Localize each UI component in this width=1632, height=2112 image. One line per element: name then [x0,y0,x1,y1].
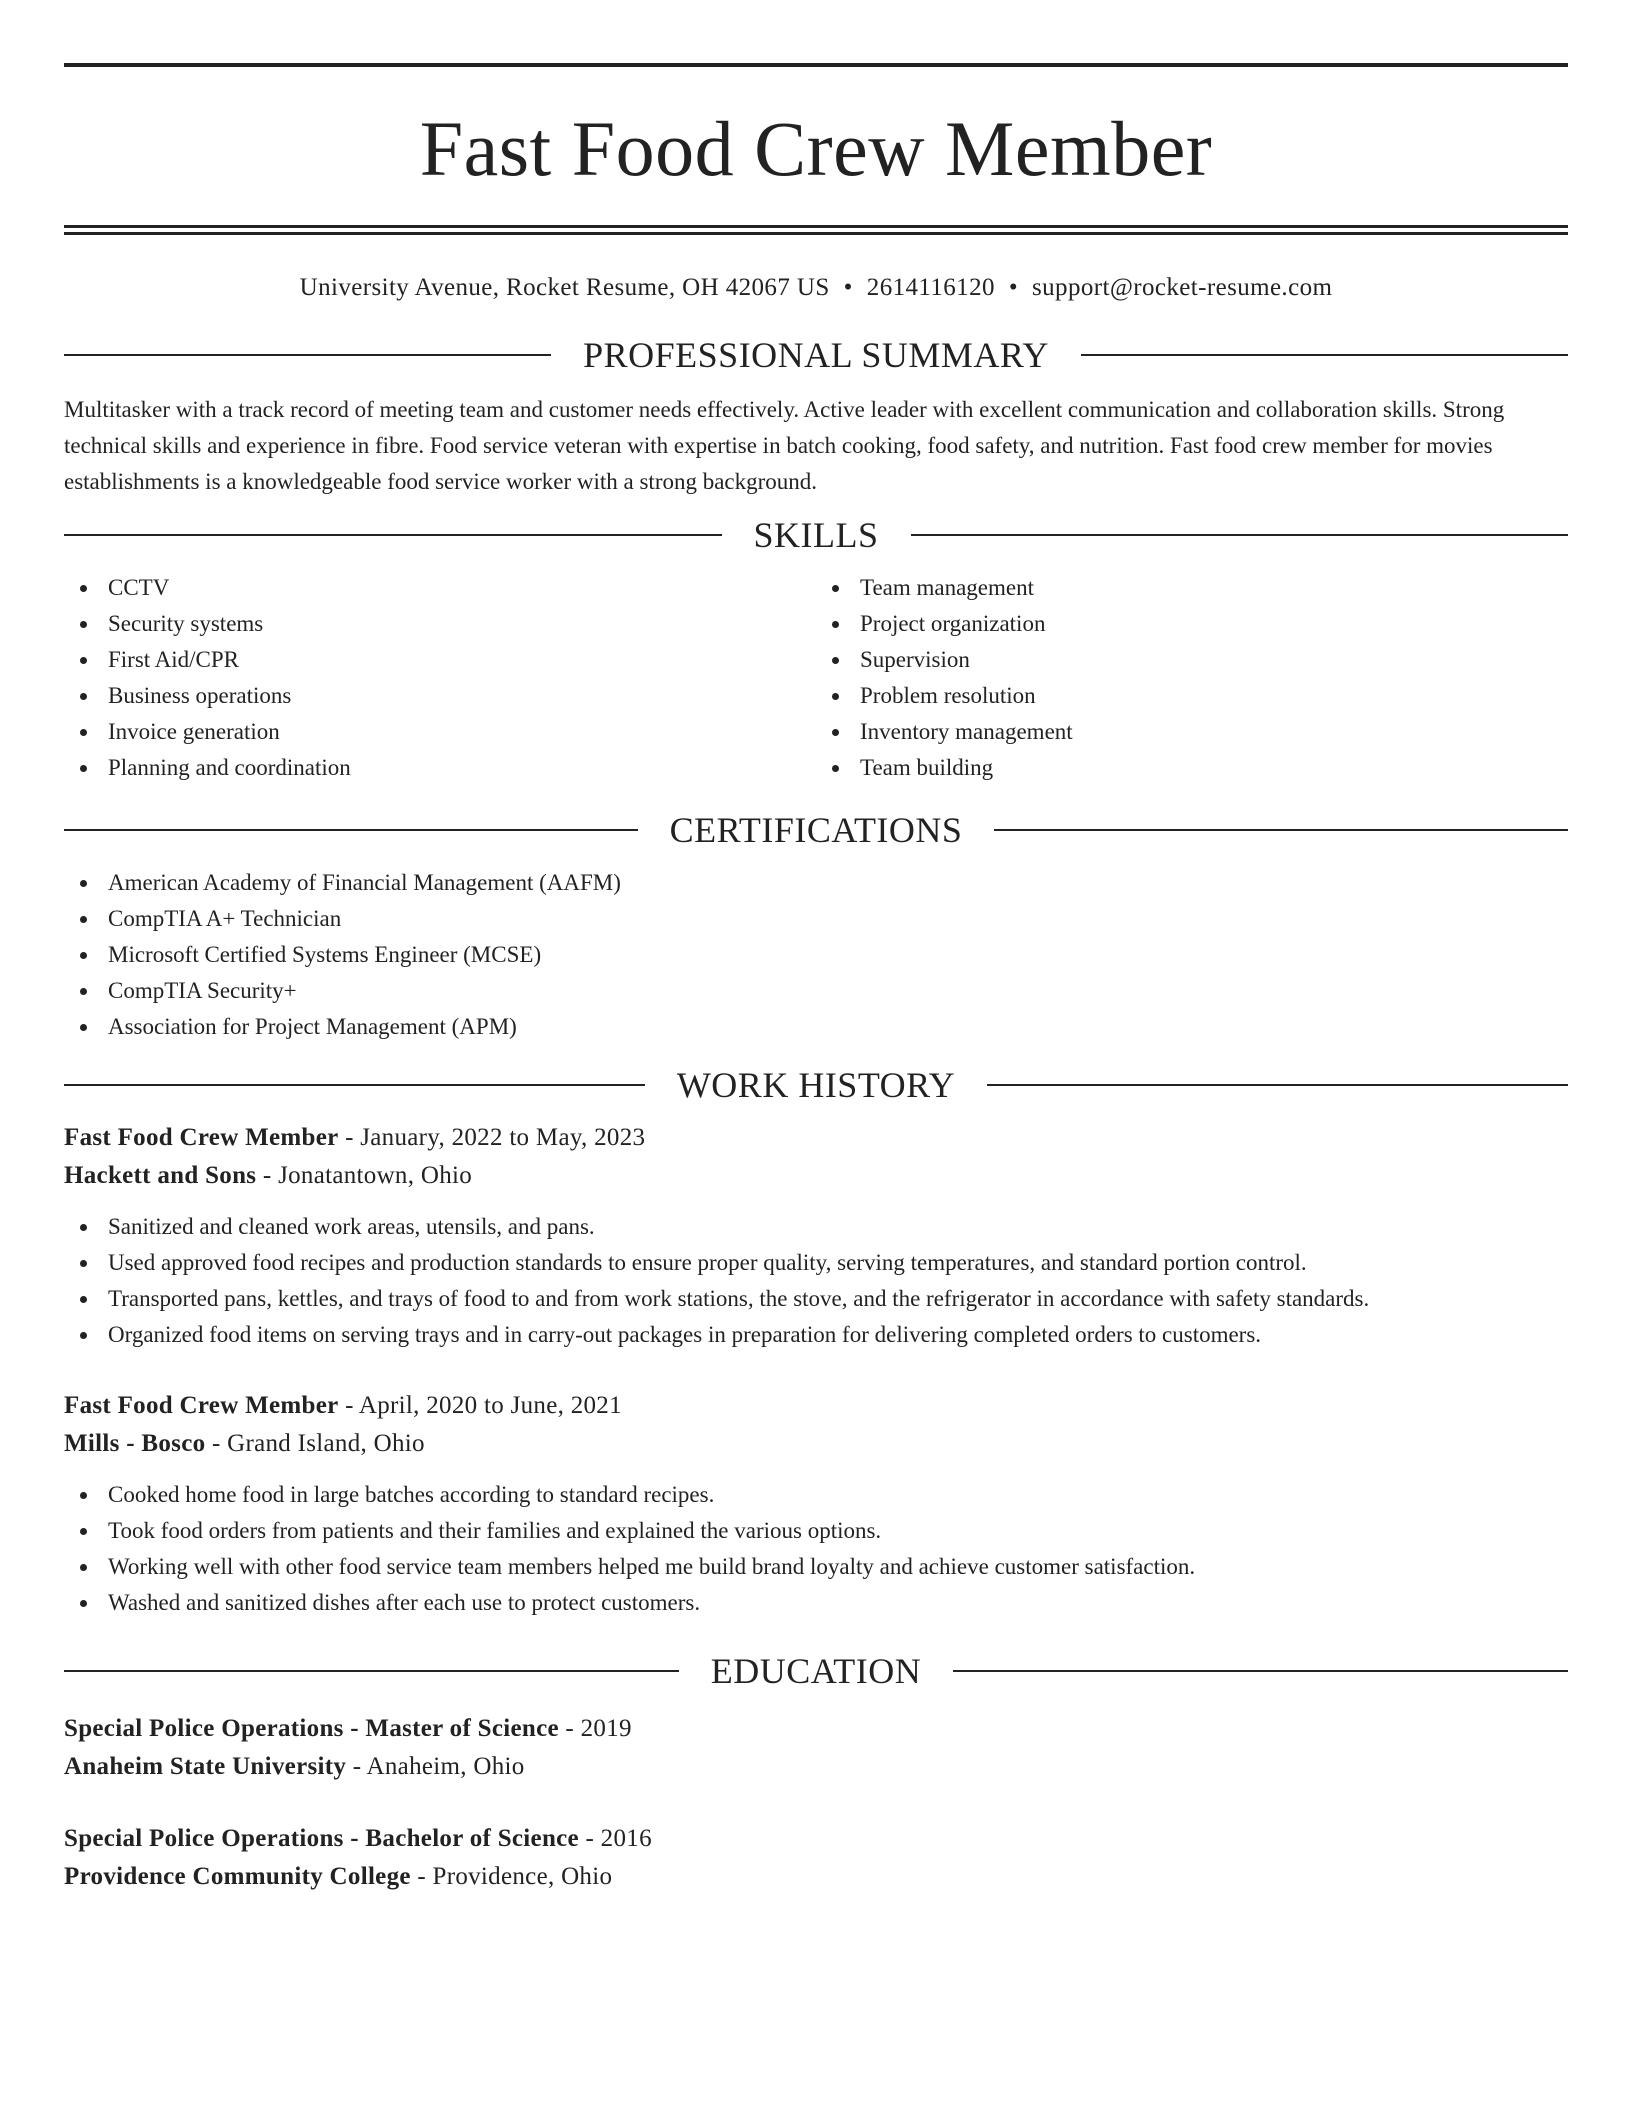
bullet-icon [832,729,839,736]
bullet-icon [80,1224,87,1231]
heading-rule [64,354,551,356]
resume-header [64,0,1568,304]
skill-item: Business operations [108,683,292,708]
bullet-icon [832,621,839,628]
job-location: - Grand Island, Ohio [205,1430,425,1457]
heading-rule [64,534,722,536]
list-item [816,678,1568,714]
contact-address: University Avenue, Rocket Resume, OH 42067 US [299,274,830,301]
contact-separator: • [843,274,853,301]
skill-item: CCTV [108,575,170,600]
bullet-icon [80,729,87,736]
school-location: - Anaheim, Ohio [346,1753,525,1780]
list-item [64,1513,1568,1549]
education-entry [64,1820,1568,1896]
list-item [64,865,1568,901]
bullet-icon [80,1296,87,1303]
list-item [64,570,816,606]
bullet-icon [80,880,87,887]
degree-line [64,1710,1568,1748]
job-title: Fast Food Crew Member [64,1392,339,1419]
degree-year: - 2019 [558,1715,632,1742]
certification-item: Association for Project Management (APM) [108,1014,517,1039]
skill-item: Supervision [860,647,970,672]
job-entry [64,1387,1568,1621]
skill-item: Problem resolution [860,683,1036,708]
job-title: Fast Food Crew Member [64,1124,339,1151]
heading-rule [953,1670,1568,1672]
skill-item: Planning and coordination [108,755,351,780]
skill-item: Team management [860,575,1035,600]
list-item [64,714,816,750]
heading-rule [987,1084,1568,1086]
school-name: Anaheim State University [64,1753,347,1780]
contact-separator: • [1008,274,1019,301]
bullet-icon [80,1600,87,1607]
job-duty: Took food orders from patients and their families and explained the various options. [108,1518,882,1543]
heading-rule [64,1670,679,1672]
bullet-icon [80,1024,87,1031]
bullet-icon [80,765,87,772]
education-heading [64,1651,1568,1691]
list-item [816,714,1568,750]
job-title-line [64,1119,1568,1157]
section-title: EDUCATION [710,1651,922,1691]
certifications-heading [64,810,1568,850]
job-location: - Jonatantown, Ohio [256,1162,473,1189]
candidate-name: Fast Food Crew Member [419,105,1213,192]
certification-item: American Academy of Financial Management (AAFM) [108,870,621,895]
skill-item: Inventory management [860,719,1073,744]
list-item [64,901,1568,937]
list-item [64,937,1568,973]
section-title: CERTIFICATIONS [669,810,963,850]
summary-heading [64,335,1568,375]
bullet-icon [80,657,87,664]
contact-email: support@rocket-resume.com [1032,274,1333,301]
skills-list [64,570,1568,786]
certification-item: CompTIA A+ Technician [108,906,342,931]
job-entry [64,1119,1568,1353]
bullet-icon [832,693,839,700]
degree-title: Special Police Operations - Bachelor of Science [64,1825,579,1852]
skill-item: Project organization [860,611,1046,636]
job-duties-list [64,1209,1568,1353]
bullet-icon [832,765,839,772]
bullet-icon [80,1492,87,1499]
skills-heading [64,515,1568,555]
degree-title: Special Police Operations - Master of Science [64,1715,559,1742]
job-company: Hackett and Sons [64,1162,257,1189]
list-item [64,1585,1568,1621]
heading-rule [1081,354,1568,356]
job-duties-list [64,1477,1568,1621]
school-line [64,1858,1568,1896]
heading-rule [994,829,1568,831]
skills-column-left [64,570,816,786]
job-company-line [64,1425,1568,1463]
list-item [816,606,1568,642]
header-double-rule [64,225,1568,235]
bullet-icon [832,657,839,664]
section-title: SKILLS [753,515,879,555]
job-dates: - April, 2020 to June, 2021 [338,1392,622,1419]
job-duty: Used approved food recipes and production standards to ensure proper quality, serving temperatures, and standard portion control. [108,1250,1307,1275]
list-item [816,750,1568,786]
certification-item: CompTIA Security+ [108,978,297,1003]
list-item [64,606,816,642]
list-item [64,973,1568,1009]
section-title: WORK HISTORY [676,1065,956,1105]
list-item [64,1317,1568,1353]
job-duty: Cooked home food in large batches according to standard recipes. [108,1482,715,1507]
bullet-icon [80,916,87,923]
list-item [64,1549,1568,1585]
bullet-icon [80,952,87,959]
job-duty: Washed and sanitized dishes after each use to protect customers. [108,1590,701,1615]
job-company: Mills - Bosco [64,1430,206,1457]
list-item [64,642,816,678]
education-entry [64,1710,1568,1786]
list-item [64,678,816,714]
job-company-line [64,1157,1568,1195]
contact-phone: 2614116120 [866,274,995,301]
job-duty: Organized food items on serving trays and in carry-out packages in preparation for delivering completed orders to customers. [108,1322,1262,1347]
skill-item: Invoice generation [108,719,280,744]
list-item [64,1477,1568,1513]
certifications-list [64,865,1568,1045]
bullet-icon [80,1528,87,1535]
degree-year: - 2016 [578,1825,652,1852]
bullet-icon [80,988,87,995]
list-item [64,1009,1568,1045]
bullet-icon [80,1260,87,1267]
list-item [64,750,816,786]
school-line [64,1748,1568,1786]
bullet-icon [80,1564,87,1571]
section-title: PROFESSIONAL SUMMARY [583,335,1049,375]
job-duty: Working well with other food service team members helped me build brand loyalty and achieve customer satisfaction. [108,1554,1196,1579]
contact-line [64,272,1568,304]
list-item [64,1281,1568,1317]
skill-item: Team building [860,755,994,780]
skill-item: Security systems [108,611,264,636]
heading-rule [911,534,1569,536]
heading-rule [64,829,638,831]
bullet-icon [80,585,87,592]
degree-line [64,1820,1568,1858]
list-item [816,570,1568,606]
bullet-icon [80,621,87,628]
bullet-icon [80,693,87,700]
list-item [64,1209,1568,1245]
job-duty: Sanitized and cleaned work areas, utensils, and pans. [108,1214,595,1239]
job-duty: Transported pans, kettles, and trays of food to and from work stations, the stove, and the refrigerator in accordance with safety standards. [108,1286,1370,1311]
skill-item: First Aid/CPR [108,647,240,672]
skills-column-right [816,570,1568,786]
certification-item: Microsoft Certified Systems Engineer (MCSE) [108,942,542,967]
bullet-icon [80,1332,87,1339]
heading-rule [64,1084,645,1086]
school-name: Providence Community College [64,1863,411,1890]
job-dates: - January, 2022 to May, 2023 [338,1124,646,1151]
job-title-line [64,1387,1568,1425]
summary-text: Multitasker with a track record of meeting team and customer needs effectively. Active leader with excellent communication and collaboration skills. Strong technical skills and experience in fibre. Food service veteran with expertise in batch cooking, food safety, and nutrition. Fast food crew member for movies establishments is a knowledgeable food service worker with a strong background. [64,397,1505,494]
school-location: - Providence, Ohio [410,1863,613,1890]
list-item [64,1245,1568,1281]
bullet-icon [832,585,839,592]
list-item [816,642,1568,678]
work-history-heading [64,1065,1568,1105]
